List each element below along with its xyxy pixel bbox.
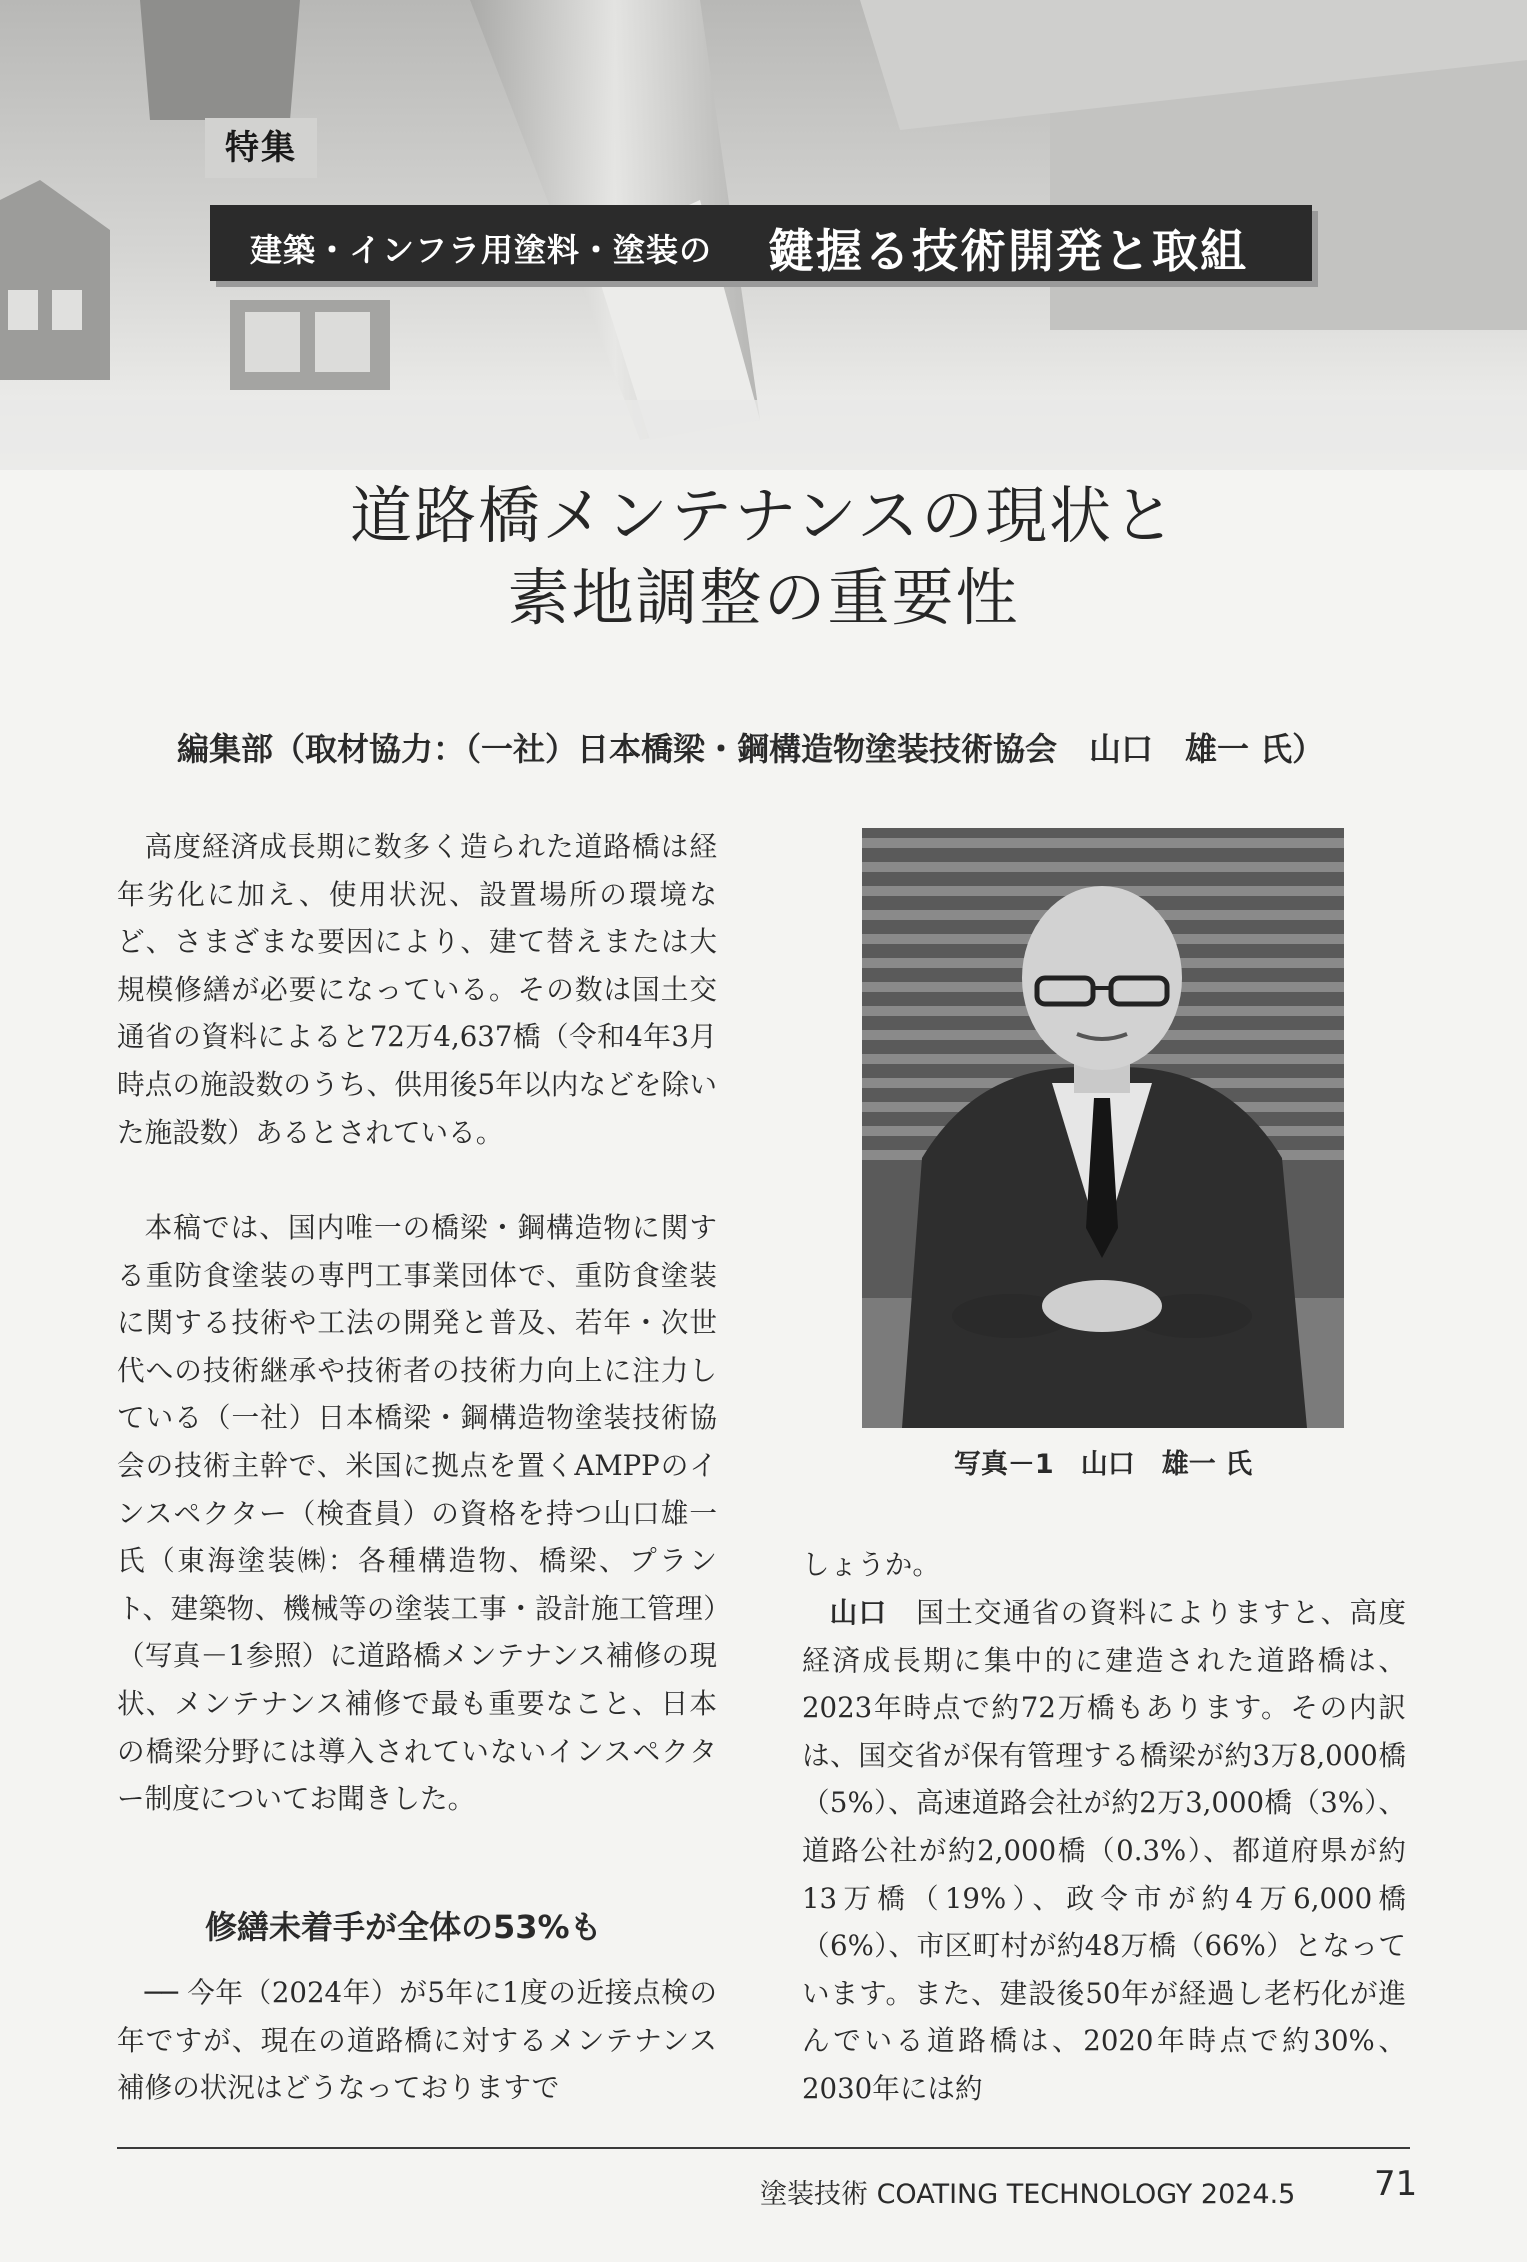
series-title-large: 鍵握る技術開発と取組 (768, 224, 1248, 278)
answer-text: 国土交通省の資料によりますと、高度経済成長期に集中的に建造された道路橋は、2023年時点で約72万橋もあります。その内訳は、国交省が保有管理する橋梁が約3万8,000橋（5%）、高速道路会社が約2万3,000橋（3%）、道路公社が約2,000橋（0.3%）、都道府県が約13万橋（19%）、政令市が約4万6,000橋（6%）、市区町村が約48万橋（66%）となっています。また、建設後50年が経過し老朽化が進んでいる道路橋は、2020年時点で約30%、2030年には約 (802, 1596, 1406, 2105)
article-title-line2: 素地調整の重要性 (507, 561, 1020, 634)
footer-rule (117, 2147, 1410, 2149)
series-title-small: 建築・インフラ用塗料・塗装の (250, 231, 713, 269)
byline: 編集部（取材協力：（一社）日本橋梁・鋼構造物塗装技術協会 山口 雄一 氏） (177, 730, 1325, 768)
answer-speaker: 山口 (829, 1596, 888, 1629)
question-continuation: しょうか。 (802, 1548, 940, 1581)
portrait-photo (862, 828, 1344, 1428)
intro-paragraph-2: 本稿では、国内唯一の橋梁・鋼構造物に関する重防食塗装の専門工事業団体で、重防食塗装に関する技術や工法の開発と普及、若年・次世代への技術継承や技術者の技術力向上に注力している（一社）日本橋梁・鋼構造物塗装技術協会の技術主幹で、米国に拠点を置くAMPPのインスペクター（検査員）の資格を持つ山口雄一氏（東海塗装㈱：各種構造物、橋梁、プラント、建築物、機械等の塗装工事・設計施工管理）（写真－1参照）に道路橋メンテナンス補修の現状、メンテナンス補修で最も重要なこと、日本の橋梁分野には導入されていないインスペクター制度についてお聞きした。 (117, 1211, 717, 1816)
series-title-bar (210, 205, 1312, 281)
page-number: 71 (1374, 2164, 1418, 2204)
feature-tag: 特集 (205, 118, 317, 178)
interview-question: ── 今年（2024年）が5年に1度の近接点検の年ですが、現在の道路橋に対するメンテナンス補修の状況はどうなっておりますで (117, 1976, 717, 2105)
portrait-illustration (862, 828, 1344, 1428)
intro-paragraph: 高度経済成長期に数多く造られた道路橋は経年劣化に加え、使用状況、設置場所の環境など、さまざまな要因により、建て替えまたは大規模修繕が必要になっている。その数は国土交通省の資料によると72万4,637橋（令和4年3月時点の施設数のうち、供用後5年以内などを除いた施設数）あるとされている。 (117, 830, 717, 1149)
journal-footer: 塗装技術 COATING TECHNOLOGY 2024.5 (760, 2179, 1296, 2210)
article-title-line1: 道路橋メンテナンスの現状と (349, 479, 1178, 552)
section-heading: 修繕未着手が全体の53%も (205, 1908, 602, 1946)
interview-answer (802, 1589, 1406, 2113)
photo-caption: 写真－1 山口 雄一 氏 (953, 1449, 1253, 1480)
header-banner (0, 0, 1527, 470)
